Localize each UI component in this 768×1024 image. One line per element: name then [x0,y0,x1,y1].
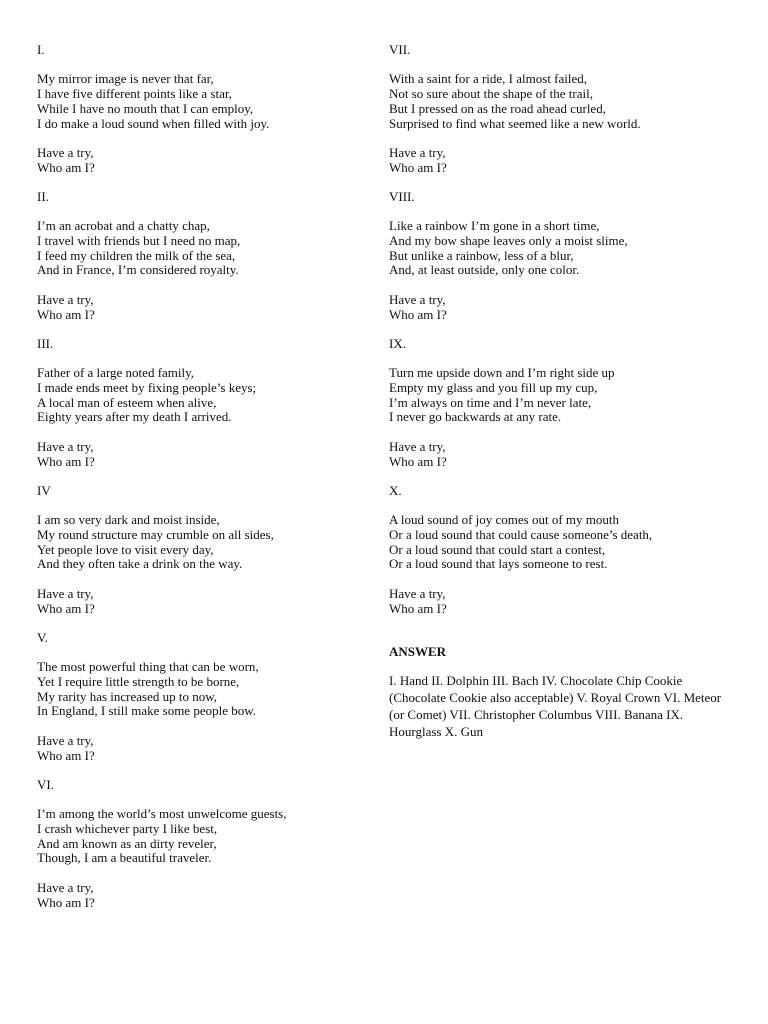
riddle-numeral: VII. [389,42,411,57]
refrain-line: Have a try, [37,291,94,307]
riddle-line: I’m always on time and I’m never late, [389,394,592,410]
riddle-line: And am known as an dirty reveler, [37,835,217,851]
riddle-line: I am so very dark and moist inside, [37,512,220,528]
refrain-line: Who am I? [389,600,447,616]
riddle-refrain [37,587,357,616]
riddle-line: A local man of esteem when alive, [37,394,217,410]
riddle-line: Or a loud sound that lays someone to rest. [389,556,608,572]
riddle-line: While I have no mouth that I can employ, [37,100,254,116]
riddle-refrain [37,881,357,910]
refrain-line: Who am I? [37,747,95,763]
riddle-line: Yet I require little strength to be borne, [37,674,240,690]
riddle-refrain [389,440,729,469]
riddle-line: I do make a loud sound when filled with joy. [37,115,270,131]
riddle-block [389,484,729,616]
riddle-stanza [37,219,357,278]
refrain-line: Have a try, [389,144,446,160]
refrain-line: Have a try, [389,585,446,601]
riddle-line: Like a rainbow I’m gone in a short time, [389,218,600,234]
riddle-line: With a saint for a ride, I almost failed, [389,71,588,87]
riddle-line: The most powerful thing that can be worn, [37,659,259,675]
riddle-numeral: III. [37,335,54,351]
right-column [389,43,729,740]
refrain-line: Who am I? [389,159,447,175]
riddle-stanza [389,366,729,425]
riddle-block [389,43,729,175]
riddle-numeral: VIII. [389,188,415,204]
answer-heading: ANSWER [389,644,447,660]
refrain-line: Who am I? [37,159,95,175]
riddle-block [389,190,729,322]
refrain-line: Who am I? [389,306,447,322]
riddle-line: My mirror image is never that far, [37,71,214,87]
riddle-refrain [389,293,729,322]
answer-text: I. Hand II. Dolphin III. Bach IV. Chocolate Chip Cookie (Chocolate Cookie also acceptable) V. Royal Crown VI. Meteor (or Comet) VII. Christopher Columbus VIII. Banana IX. Hourglass X. Gun [389,672,722,739]
refrain-line: Have a try, [389,291,446,307]
riddle-line: And my bow shape leaves only a moist slime, [389,233,628,249]
refrain-line: Have a try, [37,438,94,454]
riddle-refrain [389,146,729,175]
riddle-line: Turn me upside down and I’m right side up [389,365,615,381]
refrain-line: Have a try, [37,879,94,895]
riddle-refrain [37,734,357,763]
riddle-line: Yet people love to visit every day, [37,541,214,557]
riddle-line: And in France, I’m considered royalty. [37,262,239,278]
riddle-stanza [389,72,729,131]
riddle-line: I have five different points like a star, [37,86,232,102]
riddle-stanza [37,513,357,572]
riddle-line: Not so sure about the shape of the trail, [389,86,593,102]
riddle-line: And they often take a drink on the way. [37,556,243,572]
riddle-line: My rarity has increased up to now, [37,688,218,704]
riddle-block [37,631,357,763]
riddle-numeral: X. [389,482,402,498]
left-column [37,43,357,925]
riddle-line: A loud sound of joy comes out of my mouth [389,512,620,528]
riddle-line: In England, I still make some people bow. [37,703,257,719]
refrain-line: Have a try, [389,438,446,454]
right-riddles [389,43,729,616]
riddle-refrain [37,440,357,469]
riddle-stanza [37,72,357,131]
riddle-numeral: V. [37,629,48,645]
refrain-line: Have a try, [37,585,94,601]
riddle-block [37,337,357,469]
riddle-line: Empty my glass and you fill up my cup, [389,380,598,396]
refrain-line: Have a try, [37,732,94,748]
riddle-stanza [389,219,729,278]
riddle-block [37,484,357,616]
riddle-line: Father of a large noted family, [37,365,195,381]
riddle-block [37,778,357,910]
refrain-line: Who am I? [37,453,95,469]
riddle-line: Or a loud sound that could cause someone’s death, [389,527,653,543]
riddle-line: Surprised to find what seemed like a new world. [389,115,641,131]
riddle-line: I’m an acrobat and a chatty chap, [37,218,210,234]
riddle-stanza [37,366,357,425]
riddle-line: Eighty years after my death I arrived. [37,409,232,425]
riddle-numeral: II. [37,188,49,204]
riddle-line: I crash whichever party I like best, [37,821,218,837]
refrain-line: Who am I? [389,453,447,469]
riddle-line: I travel with friends but I need no map, [37,233,241,249]
refrain-line: Who am I? [37,894,95,910]
riddle-stanza [37,807,357,866]
riddle-line: I’m among the world’s most unwelcome guests, [37,806,287,822]
riddle-block [389,337,729,469]
riddle-line: But unlike a rainbow, less of a blur, [389,247,574,263]
riddle-numeral: I. [37,42,45,57]
riddle-numeral: IX. [389,335,406,351]
riddle-numeral: IV [37,482,51,498]
riddle-line: But I pressed on as the road ahead curled, [389,100,606,116]
riddle-block [37,190,357,322]
refrain-line: Who am I? [37,600,95,616]
riddle-refrain [37,146,357,175]
riddle-line: Or a loud sound that could start a contest, [389,541,606,557]
refrain-line: Who am I? [37,306,95,322]
riddle-line: Though, I am a beautiful traveler. [37,850,212,866]
riddle-numeral: VI. [37,776,54,792]
answer-section [389,645,729,740]
riddle-block [37,43,357,175]
riddle-line: I made ends meet by fixing people’s keys; [37,380,257,396]
riddle-stanza [37,660,357,719]
riddle-refrain [389,587,729,616]
riddle-stanza [389,513,729,572]
riddle-line: My round structure may crumble on all sides, [37,527,274,543]
riddle-line: I never go backwards at any rate. [389,409,562,425]
riddle-line: And, at least outside, only one color. [389,262,580,278]
riddle-refrain [37,293,357,322]
refrain-line: Have a try, [37,144,94,160]
riddle-line: I feed my children the milk of the sea, [37,247,236,263]
